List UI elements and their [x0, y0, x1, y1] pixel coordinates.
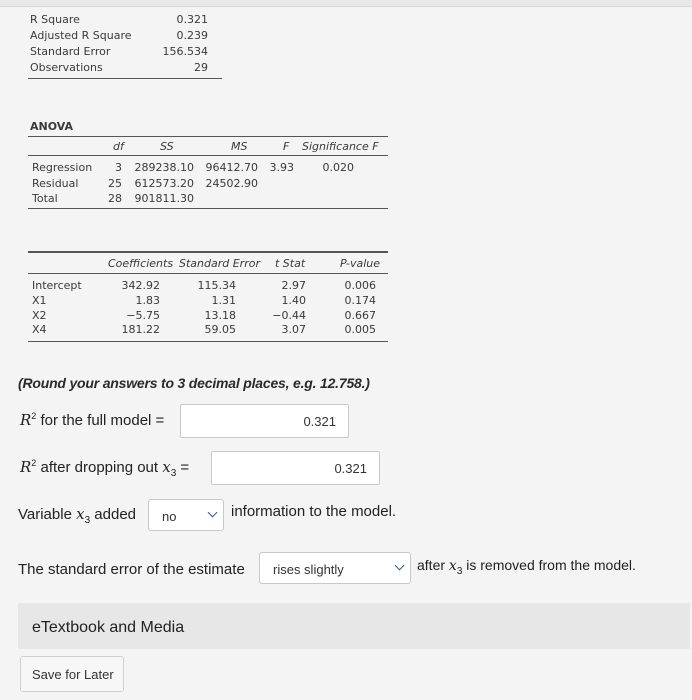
row-label: Residual [32, 177, 79, 190]
var-added-tail: information to the model. [231, 503, 397, 520]
header-p: P-value [340, 257, 381, 270]
header-coef: Coefficients [108, 257, 174, 270]
anova-title: ANOVA [30, 120, 74, 133]
r2-drop-label: $R^2$ after dropping out $x_3$ = [20, 458, 190, 479]
table-rule [28, 273, 388, 274]
header-se: Standard Error [179, 257, 260, 270]
row-label: X4 [32, 323, 47, 336]
var-added-label: Variable $x_3$ added [18, 505, 137, 526]
r2-drop-input[interactable]: 0.321 [211, 451, 380, 485]
cell-t: 3.07 [281, 323, 306, 336]
cell-ss: 289238.10 [134, 161, 194, 174]
row-label: X2 [32, 309, 47, 322]
cell-p: 0.667 [344, 309, 376, 322]
var-added-select[interactable] [148, 499, 224, 531]
cell-ms: 96412.70 [205, 161, 258, 174]
top-divider [0, 0, 692, 7]
cell-se: 1.31 [211, 294, 236, 307]
cell-coef: 342.92 [121, 279, 160, 292]
row-label: Intercept [32, 279, 82, 292]
table-rule [28, 136, 388, 137]
cell-p: 0.006 [344, 279, 376, 292]
stat-label: Observations [30, 61, 103, 74]
cell-f: 3.93 [269, 161, 294, 174]
stat-value: 0.321 [176, 13, 208, 26]
cell-df: 25 [108, 177, 122, 190]
cell-sig: 0.020 [322, 161, 354, 174]
se-tail: after $x_3$ is removed from the model. [417, 557, 636, 577]
table-rule [28, 251, 388, 253]
instruction-text: (Round your answers to 3 decimal places, e.g. 12.758.) [18, 375, 370, 391]
cell-ms: 24502.90 [205, 177, 258, 190]
cell-df: 3 [115, 161, 122, 174]
cell-se: 59.05 [204, 323, 236, 336]
var-added-select-value: no [162, 509, 177, 524]
row-label: X1 [32, 294, 47, 307]
table-rule [28, 341, 388, 342]
stat-label: R Square [30, 13, 80, 26]
r2-full-input[interactable]: 0.321 [180, 404, 349, 438]
se-select-value: rises slightly [273, 562, 344, 577]
cell-p: 0.174 [344, 294, 376, 307]
row-label: Total [32, 192, 58, 205]
header-ss: SS [160, 140, 174, 153]
cell-se: 115.34 [197, 279, 236, 292]
cell-t: 2.97 [281, 279, 306, 292]
chevron-down-icon [395, 561, 405, 571]
cell-coef: −5.75 [126, 309, 160, 322]
etextbook-panel[interactable] [18, 603, 690, 649]
cell-t: −0.44 [272, 309, 306, 322]
stat-value: 156.534 [162, 45, 208, 58]
cell-coef: 181.22 [121, 323, 160, 336]
save-for-later-label: Save for Later [32, 667, 114, 682]
cell-t: 1.40 [281, 294, 306, 307]
table-rule [28, 155, 388, 156]
cell-coef: 1.83 [135, 294, 160, 307]
table-rule [28, 78, 222, 79]
cell-se: 13.18 [204, 309, 236, 322]
stat-value: 29 [194, 61, 208, 74]
table-rule [28, 208, 388, 209]
header-sig: Significance F [302, 140, 379, 153]
stat-label: Standard Error [30, 45, 111, 58]
cell-ss: 901811.30 [134, 192, 194, 205]
row-label: Regression [32, 161, 93, 174]
header-ms: MS [231, 140, 248, 153]
header-t: t Stat [275, 257, 306, 270]
stat-value: 0.239 [176, 29, 208, 42]
header-df: df [113, 140, 124, 153]
save-for-later-button[interactable] [20, 656, 124, 692]
chevron-down-icon [208, 508, 218, 518]
cell-df: 28 [108, 192, 122, 205]
stat-label: Adjusted R Square [30, 29, 132, 42]
r2-full-label: $R^2$ for the full model = [20, 411, 165, 429]
cell-ss: 612573.20 [134, 177, 194, 190]
etextbook-label: eTextbook and Media [32, 619, 185, 636]
se-label: The standard error of the estimate [18, 561, 245, 578]
header-f: F [283, 140, 290, 153]
se-select[interactable] [259, 552, 411, 584]
cell-p: 0.005 [344, 323, 376, 336]
